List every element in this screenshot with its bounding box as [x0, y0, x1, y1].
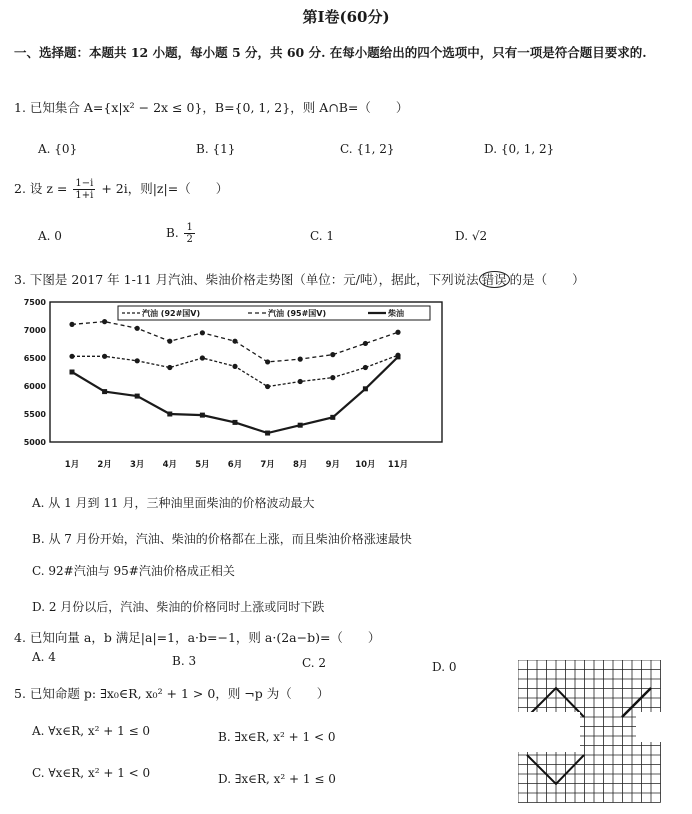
data-point	[298, 357, 303, 362]
x-tick-label: 4月	[162, 460, 178, 470]
q2-option-a: A. 0	[38, 229, 62, 243]
q3-stem-suffix: 的是（ ）	[509, 272, 585, 287]
data-point	[395, 330, 400, 335]
q2-fraction-denominator: 1+i	[75, 190, 94, 201]
data-point	[167, 365, 172, 370]
x-tick-label: 8月	[292, 460, 308, 470]
x-tick-label: 10月	[355, 460, 376, 470]
y-tick-label: 5000	[23, 438, 46, 447]
data-point	[330, 415, 335, 420]
white-patch	[518, 712, 580, 752]
data-point	[69, 322, 74, 327]
data-point	[102, 319, 107, 324]
white-patch	[636, 712, 666, 742]
data-point	[298, 379, 303, 384]
data-point	[135, 394, 140, 399]
data-point	[265, 431, 270, 436]
y-tick-label: 6000	[23, 382, 46, 391]
q3-option-a: A. 从 1 月到 11 月，三种油里面柴油的价格波动最大	[32, 496, 315, 510]
q2-option-c: C. 1	[310, 229, 335, 243]
legend-label: 柴油	[388, 309, 404, 318]
data-point	[265, 384, 270, 389]
q2-stem-prefix: 2. 设 z =	[14, 181, 68, 196]
section-heading: 一、选择题：本题共 12 小题，每小题 5 分，共 60 分. 在每小题给出的四个选项中，只有一项是符合题目要求的.	[14, 45, 647, 60]
legend-label: 汽油 (92#国V)	[142, 309, 201, 318]
q3-option-c: C. 92#汽油与 95#汽油价格成正相关	[32, 564, 235, 578]
q3-stem-prefix: 3. 下图是 2017 年 1-11 月汽油、柴油价格走势图（单位：元/吨），据此，下列说法	[14, 272, 479, 287]
question-1-stem: 1. 已知集合 A={x|x² − 2x ≤ 0}，B={0, 1, 2}，则 A∩B=（ ）	[14, 100, 409, 115]
data-point	[232, 339, 237, 344]
q1-option-b: B. {1}	[196, 142, 236, 156]
q4-option-b: B. 3	[172, 654, 197, 668]
q1-option-c: C. {1, 2}	[340, 142, 395, 156]
x-tick-label: 9月	[325, 460, 341, 470]
q3-option-d: D. 2 月份以后，汽油、柴油的价格同时上涨或同时下跌	[32, 600, 325, 614]
q1-option-d: D. {0, 1, 2}	[484, 142, 555, 156]
q2-option-b	[166, 222, 197, 245]
q2-stem-suffix: + 2i，则|z|=（ ）	[101, 181, 229, 196]
legend-label: 汽油 (95#国V)	[268, 309, 327, 318]
question-2-stem	[14, 178, 228, 201]
q2-fraction-numerator: 1−i	[75, 178, 94, 189]
data-point	[135, 358, 140, 363]
data-point	[200, 330, 205, 335]
q2-option-b-numerator: 1	[186, 222, 193, 233]
data-point	[265, 359, 270, 364]
x-tick-label: 5月	[195, 460, 210, 470]
q2-fraction	[73, 178, 95, 201]
data-point	[298, 423, 303, 428]
q2-option-b-fraction	[184, 222, 194, 245]
y-tick-label: 6500	[23, 354, 46, 363]
q4-option-c: C. 2	[302, 656, 327, 670]
data-point	[200, 355, 205, 360]
data-point	[69, 354, 74, 359]
q2-option-b-label: B.	[166, 226, 179, 240]
q5-option-a: A. ∀x∈R, x² + 1 ≤ 0	[32, 724, 151, 738]
x-tick-label: 6月	[227, 460, 243, 470]
q4-option-a: A. 4	[32, 650, 56, 664]
data-point	[363, 365, 368, 370]
q5-option-c: C. ∀x∈R, x² + 1 < 0	[32, 766, 151, 780]
question-3-stem	[14, 270, 585, 288]
data-point	[363, 386, 368, 391]
x-tick-label: 11月	[387, 460, 409, 470]
data-point	[102, 354, 107, 359]
q1-option-a: A. {0}	[38, 142, 78, 156]
x-tick-label: 3月	[129, 460, 145, 470]
x-tick-label: 7月	[260, 460, 275, 470]
series-line	[72, 355, 398, 386]
y-tick-label: 7000	[23, 326, 46, 335]
q5-option-d: D. ∃x∈R, x² + 1 ≤ 0	[218, 772, 336, 786]
x-tick-label: 2月	[97, 460, 112, 470]
data-point	[330, 352, 335, 357]
q5-option-b: B. ∃x∈R, x² + 1 < 0	[218, 730, 336, 744]
data-point	[396, 354, 401, 359]
data-point	[167, 412, 172, 417]
data-point	[200, 413, 205, 418]
data-point	[232, 364, 237, 369]
data-point	[233, 420, 238, 425]
y-tick-label: 5500	[23, 410, 46, 419]
q3-option-b: B. 从 7 月份开始，汽油、柴油的价格都在上涨，而且柴油价格涨速最快	[32, 532, 412, 546]
q2-option-d: D. √2	[455, 229, 488, 243]
figure-outline	[527, 755, 584, 784]
y-tick-label: 7500	[23, 298, 46, 307]
grid-figure	[518, 660, 668, 810]
question-4-stem: 4. 已知向量 a，b 满足|a|=1，a·b=−1，则 a·(2a−b)=（ ）	[14, 630, 381, 645]
price-trend-chart	[14, 292, 454, 482]
data-point	[70, 370, 75, 375]
q2-option-b-denominator: 2	[186, 234, 193, 245]
data-point	[330, 375, 335, 380]
paper-title: 第Ⅰ卷(60分)	[302, 8, 390, 26]
question-5-stem: 5. 已知命题 p: ∃x₀∈R, x₀² + 1 > 0，则 ¬p 为（ ）	[14, 686, 330, 701]
data-point	[363, 341, 368, 346]
q3-circled-word: 错误	[479, 271, 510, 288]
data-point	[102, 389, 107, 394]
data-point	[167, 339, 172, 344]
data-point	[135, 326, 140, 331]
x-tick-label: 1月	[64, 460, 80, 470]
q4-option-d: D. 0	[432, 660, 457, 674]
